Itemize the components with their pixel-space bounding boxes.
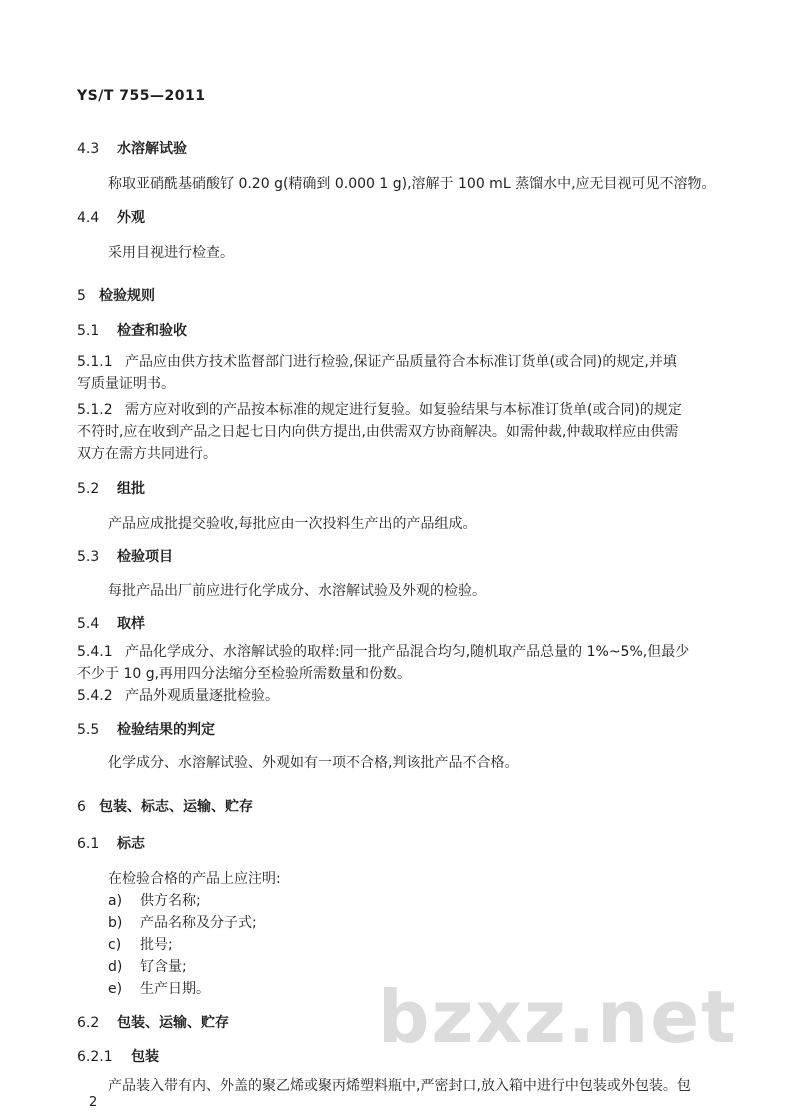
- list-marker: b): [108, 915, 123, 931]
- heading-5-3: [77, 546, 173, 566]
- list-text: 生产日期。: [140, 981, 210, 997]
- list-marker: a): [108, 893, 123, 909]
- paragraph-5-4-2: [77, 685, 742, 707]
- heading-4-3: [77, 138, 187, 158]
- heading-number: 6.2.1: [77, 1049, 113, 1065]
- heading-number: 5.5: [77, 722, 100, 738]
- clause-line: 不少于 10 g,再用四分法缩分至检验所需数量和份数。: [77, 666, 412, 682]
- clause-line: 双方在需方共同进行。: [77, 446, 217, 462]
- heading-number: 6.1: [77, 836, 100, 852]
- watermark-logo: bzxz.net: [378, 975, 738, 1059]
- heading-title: 包装、标志、运输、贮存: [99, 799, 253, 815]
- page-number: 2: [89, 1095, 98, 1110]
- heading-number: 6: [77, 799, 86, 815]
- heading-5-4: [77, 613, 145, 633]
- heading-number: 6.2: [77, 1015, 100, 1031]
- heading-title: 标志: [117, 836, 145, 852]
- heading-title: 组批: [117, 481, 145, 497]
- clause-line: 产品应由供方技术监督部门进行检验,保证产品质量符合本标准订货单(或合同)的规定,并填: [125, 354, 677, 370]
- heading-title: 检验结果的判定: [117, 722, 215, 738]
- heading-number: 5.3: [77, 549, 100, 565]
- paragraph-5-3: 每批产品出厂前应进行化学成分、水溶解试验及外观的检验。: [108, 583, 486, 599]
- heading-4-4: [77, 207, 145, 227]
- list-text: 供方名称;: [140, 893, 201, 909]
- heading-title: 检验项目: [117, 549, 173, 565]
- list-item: [108, 934, 173, 954]
- heading-5: [77, 285, 155, 305]
- heading-title: 包装: [131, 1049, 159, 1065]
- paragraph-5-1-2: [77, 399, 742, 465]
- heading-title: 包装、运输、贮存: [117, 1015, 229, 1031]
- list-text: 钌含量;: [140, 959, 187, 975]
- paragraph-6-1-intro: 在检验合格的产品上应注明:: [108, 871, 281, 887]
- heading-number: 5.1: [77, 323, 100, 339]
- heading-6-2-1: [77, 1046, 159, 1066]
- heading-5-5: [77, 719, 215, 739]
- clause-line: 产品化学成分、水溶解试验的取样:同一批产品混合均匀,随机取产品总量的 1%~5%,但最少: [125, 644, 690, 660]
- list-text: 产品名称及分子式;: [140, 915, 257, 931]
- paragraph-5-5: 化学成分、水溶解试验、外观如有一项不合格,判该批产品不合格。: [108, 755, 519, 771]
- clause-number: 5.1.2: [77, 402, 113, 418]
- clause-line: 不符时,应在收到产品之日起七日内向供方提出,由供需双方协商解决。如需仲裁,仲裁取样应由供需: [77, 424, 679, 440]
- heading-title: 检查和验收: [117, 323, 187, 339]
- clause-line: 产品外观质量逐批检验。: [125, 688, 279, 704]
- heading-number: 5.2: [77, 481, 100, 497]
- heading-6-1: [77, 833, 145, 853]
- paragraph-5-2: 产品应成批提交验收,每批应由一次投料生产出的产品组成。: [108, 516, 477, 532]
- list-marker: e): [108, 981, 123, 997]
- heading-5-1: [77, 320, 187, 340]
- list-item: [108, 956, 187, 976]
- paragraph-5-4-1: [77, 641, 742, 685]
- clause-number: 5.1.1: [77, 354, 113, 370]
- list-item: [108, 890, 201, 910]
- clause-number: 5.4.1: [77, 644, 113, 660]
- list-marker: d): [108, 959, 123, 975]
- heading-title: 外观: [117, 210, 145, 226]
- clause-line: 需方应对收到的产品按本标准的规定进行复验。如复验结果与本标准订货单(或合同)的规定: [125, 402, 682, 418]
- paragraph-5-1-1: [77, 351, 742, 395]
- clause-number: 5.4.2: [77, 688, 113, 704]
- list-item: [108, 978, 210, 998]
- paragraph-4-3: 称取亚硝酰基硝酸钌 0.20 g(精确到 0.000 1 g),溶解于 100 mL 蒸馏水中,应无目视可见不溶物。: [108, 176, 716, 192]
- heading-number: 4.3: [77, 141, 100, 157]
- heading-title: 水溶解试验: [117, 141, 187, 157]
- heading-title: 取样: [117, 616, 145, 632]
- heading-6: [77, 796, 253, 816]
- standard-number: YS/T 755—2011: [77, 88, 206, 104]
- heading-number: 4.4: [77, 210, 100, 226]
- list-marker: c): [108, 937, 122, 953]
- paragraph-6-2-1: 产品装入带有内、外盖的聚乙烯或聚丙烯塑料瓶中,严密封口,放入箱中进行中包装或外包装。包: [108, 1078, 691, 1094]
- list-item: [108, 912, 257, 932]
- paragraph-4-4: 采用目视进行检查。: [108, 245, 234, 261]
- heading-5-2: [77, 478, 145, 498]
- heading-6-2: [77, 1012, 229, 1032]
- heading-number: 5: [77, 288, 86, 304]
- heading-number: 5.4: [77, 616, 100, 632]
- list-text: 批号;: [140, 937, 173, 953]
- heading-title: 检验规则: [99, 288, 155, 304]
- clause-line: 写质量证明书。: [77, 376, 175, 392]
